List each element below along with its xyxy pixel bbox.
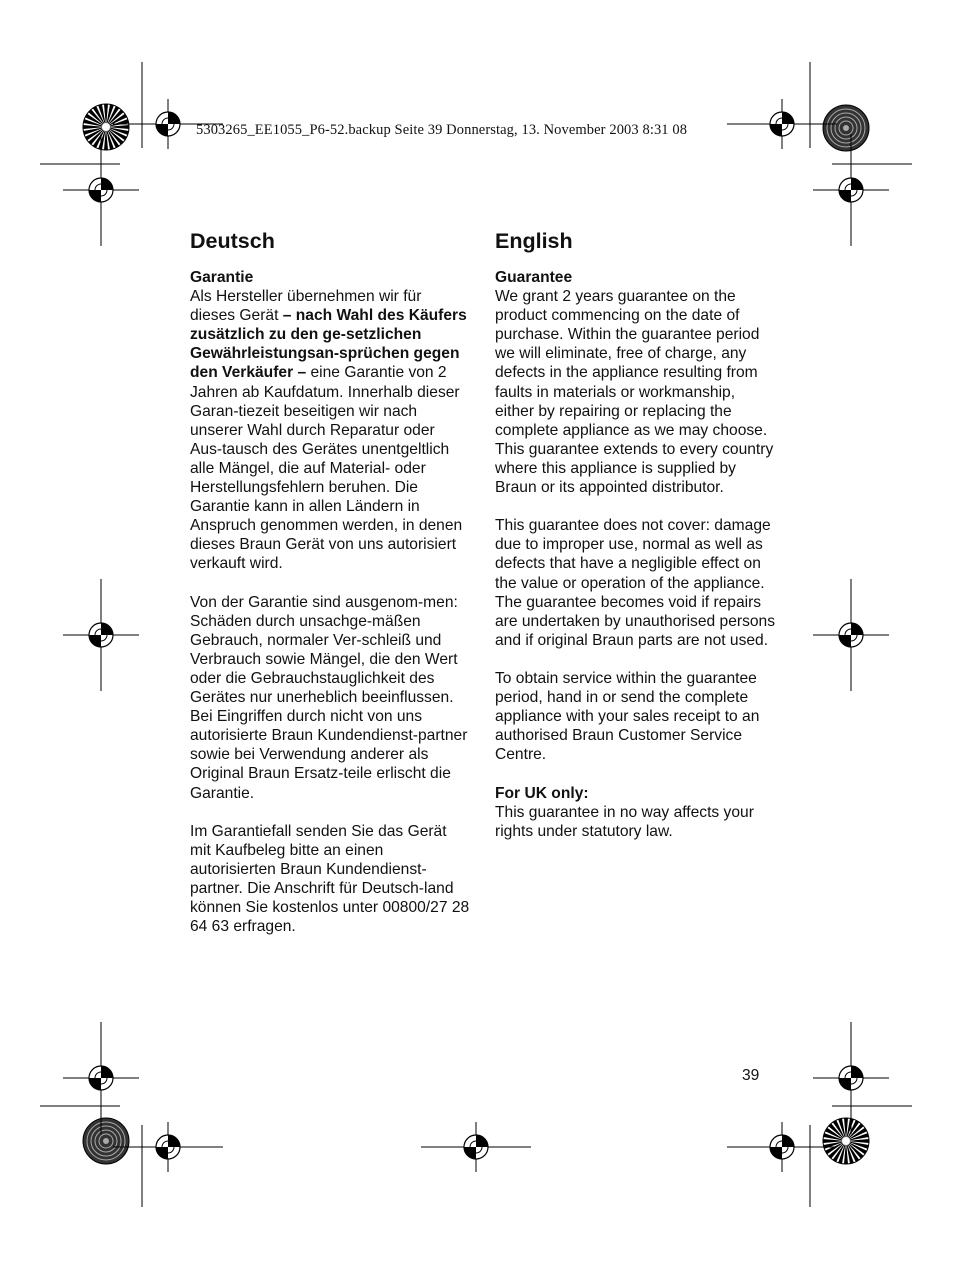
bold-clause: – nach Wahl des Käufers zusätzlich zu den ge-setzlichen Gewährleistungsan-sprüchen gegen den Verkäufer – (190, 307, 467, 382)
print-slug: 5303265_EE1055_P6-52.backup Seite 39 Donnerstag, 13. November 2003 8:31 08 (196, 122, 688, 138)
registration-mark-icon (727, 1122, 837, 1172)
registration-mark-icon (113, 1122, 223, 1172)
registration-mark-icon (63, 1022, 139, 1134)
garantie-paragraph-1: Als Hersteller übernehmen wir für dieses Gerät – nach Wahl des Käufers zusätzlich zu den ge-setzlichen Gewährleistungsan-sprüchen gegen den Verkäufer – eine Garantie von 2 Jahren ab Kaufdatum. Innerhalb dieser Garan-tiezeit beseitigen wir nach unserer Wahl durch Reparatur oder Aus-tausch des Gerätes unentgeltlich alle Mängel, die auf Material- oder Herstellungsfehlern beruhen. Die Garantie kann in allen Ländern in Anspruch genommen werden, in denen dieses Braun Gerät von uns autorisiert verkauft wird. (190, 288, 467, 573)
deutsch-heading: Deutsch (190, 229, 275, 253)
garantie-paragraph-3: Im Garantiefall senden Sie das Gerät mit Kaufbeleg bitte an einen autorisierten Braun Kundendienst-partner. Die Anschrift für Deutsch-land können Sie kostenlos unter 00800/27 28 64 63 erfragen. (190, 822, 470, 936)
ring-target-icon (823, 105, 869, 151)
garantie-paragraph-2: Von der Garantie sind ausgenom-men: Schäden durch unsachge-mäßen Gebrauch, normaler Ver-schleiß und Verbrauch sowie Mängel, die den Wert oder die Gebrauchstauglichkeit des Gerätes nur unerheblich beeinflussen. Bei Eingriffen durch nicht von uns autorisierte Braun Kundendienst-partner sowie bei Verwendung anderer als Original Braun Ersatz-teile erlischt die Garantie. (190, 593, 468, 802)
registration-mark-icon (63, 134, 139, 246)
guarantee-paragraph-1b: This guarantee extends to every country where this appliance is supplied by Braun or its appointed distributor. (495, 440, 774, 497)
uk-heading: For UK only: (495, 784, 589, 802)
guarantee-subheading: Guarantee (495, 269, 573, 286)
guarantee-paragraph-3: To obtain service within the guarantee period, hand in or send the complete appliance with your sales receipt to an authorised Braun Customer Service Centre. (495, 669, 760, 764)
guarantee-paragraph-2: This guarantee does not cover: damage due to improper use, normal as well as defects that have a negligible effect on the value or operation of the appliance. The guarantee becomes void if repairs are undertaken by unauthorised persons and if original Braun parts are not used. (495, 517, 776, 649)
registration-mark-icon (421, 1122, 531, 1172)
english-column (495, 228, 775, 841)
page-number: 39 (742, 1067, 760, 1084)
ring-target-icon (83, 1118, 129, 1164)
english-heading: English (495, 229, 573, 253)
registration-mark-icon (813, 1022, 889, 1134)
guarantee-paragraph-1: We grant 2 years guarantee on the product commencing on the date of purchase. Within the guarantee period we will eliminate, free of charge, any defects in the appliance resulting from faults in materials or workmanship, either by repairing or replacing the complete appliance as we may choose. (495, 288, 768, 439)
garantie-subheading: Garantie (190, 269, 254, 286)
registration-mark-icon (813, 134, 889, 246)
registration-mark-icon (813, 579, 889, 691)
star-target-icon (823, 1118, 869, 1164)
registration-mark-icon (727, 99, 837, 149)
uk-paragraph: This guarantee in no way affects your rights under statutory law. (495, 803, 754, 840)
star-target-icon (83, 104, 129, 150)
registration-mark-icon (63, 579, 139, 691)
deutsch-column (190, 228, 470, 936)
